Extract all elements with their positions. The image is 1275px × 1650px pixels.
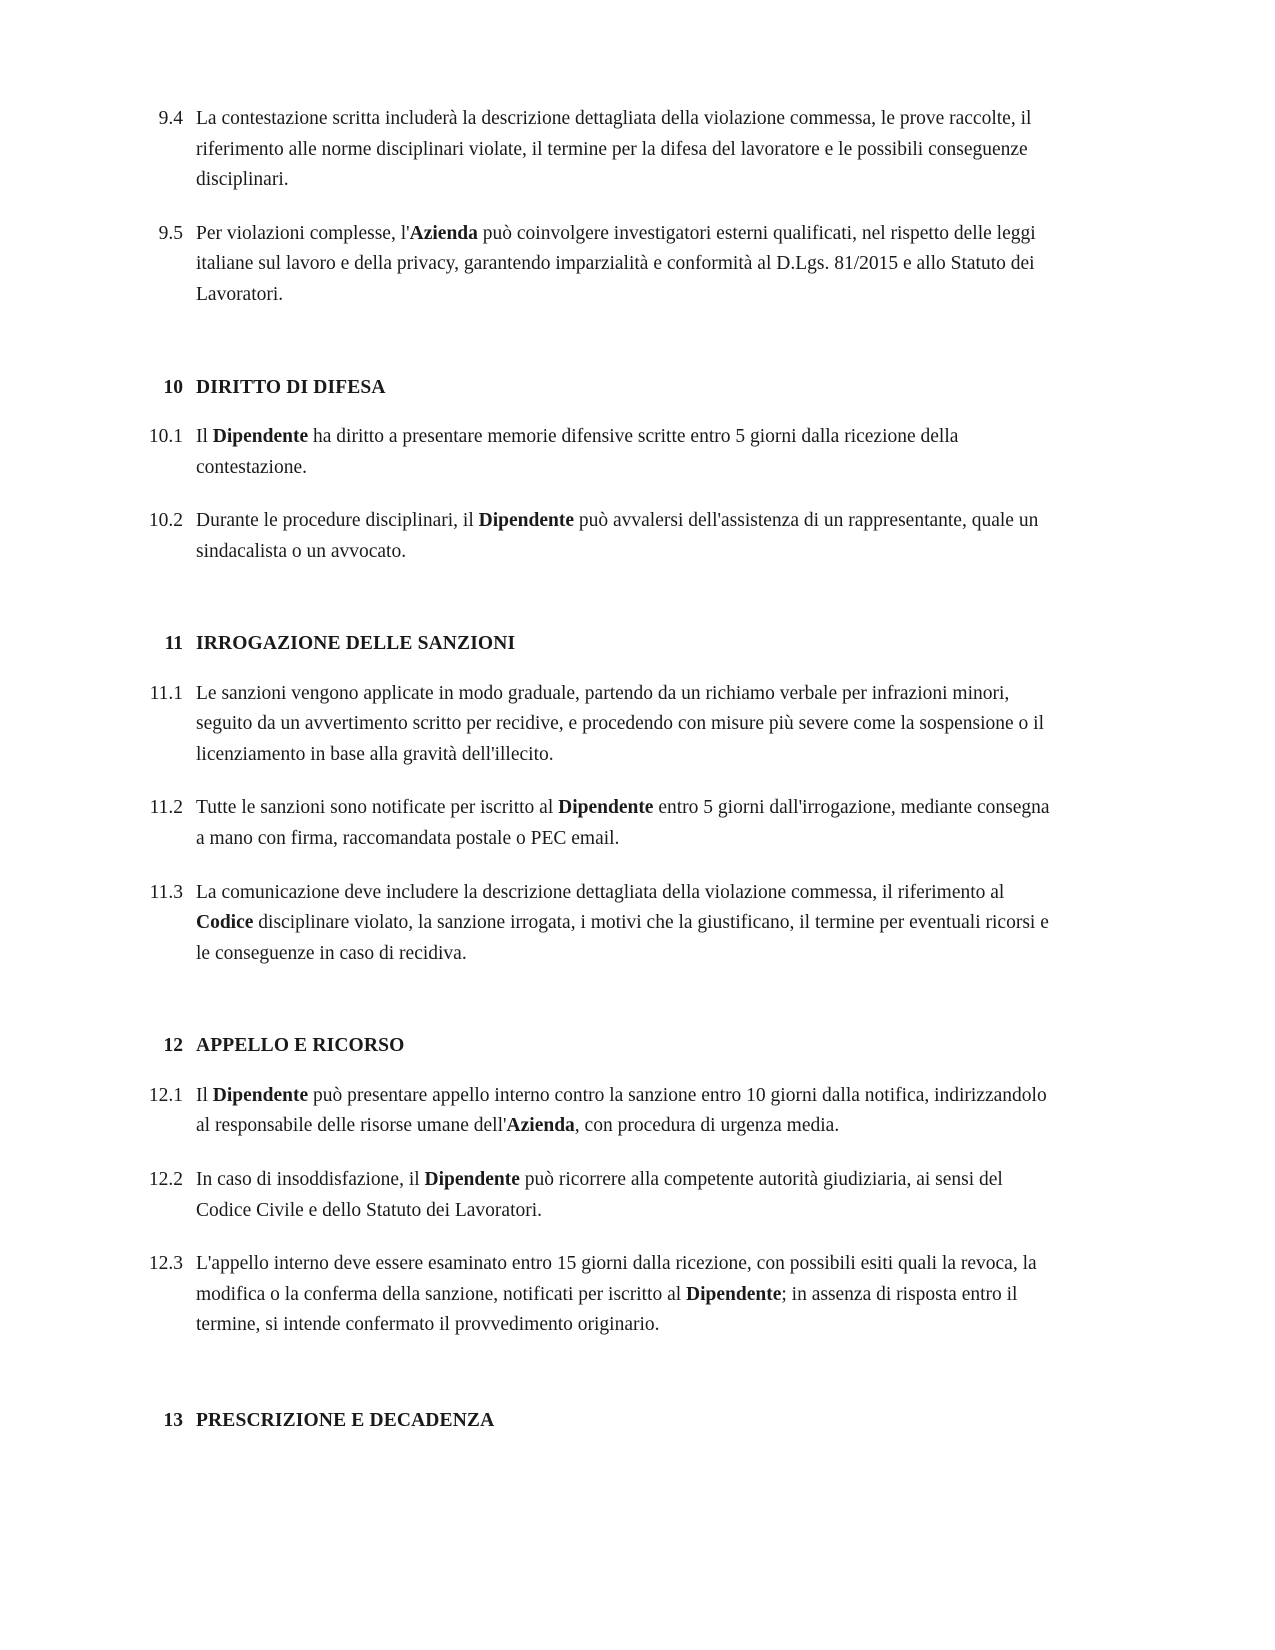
clause-number: 11.1 <box>149 682 183 704</box>
clause-run: Tutte le sanzioni sono notificate per iscritto al <box>196 797 559 819</box>
clause-item <box>133 679 1062 771</box>
clause-item <box>133 793 1062 854</box>
clause-text <box>196 878 1062 970</box>
clause-run: può ricorrere alla competente autorità giudiziaria, ai sensi del Codice Civile e dello Statuto dei Lavoratori. <box>196 1168 1003 1221</box>
clause-run: può presentare appello interno contro la sanzione entro 10 giorni dalla notifica, indirizzandolo al responsabile delle risorse umane dell' <box>196 1084 1047 1137</box>
defined-term: Dipendente <box>212 425 309 447</box>
clause-item <box>133 878 1062 970</box>
clause-number: 12.1 <box>148 1084 183 1106</box>
clause-run: disciplinare violato, la sanzione irrogata, i motivi che la giustificano, il termine per eventuali ricorsi e le conseguenze in caso di recidiva. <box>196 912 1049 964</box>
clause-text <box>196 1249 1062 1341</box>
clause-run: Le sanzioni vengono applicate in modo graduale, partendo da un richiamo verbale per infrazioni minori, seguito da un avvertimento scritto per recidive, e procedendo con misure più severe come la sospensione o il licenziamento in base alla gravità dell'illecito. <box>196 682 1044 765</box>
defined-term: Azienda <box>409 222 478 244</box>
defined-term: Dipendente <box>686 1283 782 1305</box>
section-heading <box>133 1406 1062 1435</box>
clause-text <box>196 422 1062 483</box>
defined-term: Dipendente <box>478 510 574 532</box>
section-title: IRROGAZIONE DELLE SANZIONI <box>196 633 516 655</box>
clause-text <box>196 1165 1062 1226</box>
clause-item <box>133 1081 1062 1142</box>
defined-term: Dipendente <box>424 1168 520 1190</box>
section-heading <box>133 373 1062 402</box>
section-title: PRESCRIZIONE E DECADENZA <box>196 1409 495 1431</box>
defined-term: Dipendente <box>558 797 654 819</box>
clause-run: entro 5 giorni dall'irrogazione, mediante consegna a mano con firma, raccomandata postale o PEC email. <box>196 797 1050 850</box>
clause-number: 10.1 <box>148 425 183 447</box>
clause-number: 10.2 <box>148 510 183 532</box>
clause-run: La contestazione scritta includerà la descrizione dettagliata della violazione commessa, le prove raccolte, il riferimento alle norme disciplinari violate, il termine per la difesa del lavoratore e le possibili conseguenze disciplinari. <box>196 108 1032 191</box>
document-body <box>133 104 1062 1435</box>
section-number: 10 <box>163 376 183 398</box>
section-number: 12 <box>163 1035 183 1057</box>
clause-run: In caso di insoddisfazione, il <box>196 1168 425 1190</box>
section-heading <box>133 1031 1062 1060</box>
clause-item <box>133 1165 1062 1226</box>
clause-number: 12.2 <box>148 1168 183 1190</box>
clause-run: , con procedura di urgenza media. <box>574 1115 840 1137</box>
clause-run: ha diritto a presentare memorie difensive scritte entro 5 giorni dalla ricezione della contestazione. <box>196 425 959 478</box>
section-title: APPELLO E RICORSO <box>196 1035 405 1057</box>
clause-text <box>196 679 1062 771</box>
defined-term: Codice <box>196 912 254 934</box>
clause-text <box>196 506 1062 567</box>
clause-run: può coinvolgere investigatori esterni qualificati, nel rispetto delle leggi italiane sul lavoro e della privacy, garantendo imparzialità e conformità al D.Lgs. 81/2015 e allo Statuto dei Lavoratori. <box>196 222 1036 306</box>
clause-item <box>133 104 1062 196</box>
clause-number: 11.2 <box>149 797 183 819</box>
clause-run: può avvalersi dell'assistenza di un rappresentante, quale un sindacalista o un avvocato. <box>196 510 1039 562</box>
clause-run: Il <box>196 425 213 447</box>
clause-item <box>133 1249 1062 1341</box>
clause-item <box>133 422 1062 483</box>
defined-term: Dipendente <box>212 1084 309 1106</box>
clause-text <box>196 104 1062 196</box>
section-number: 11 <box>164 633 183 655</box>
clause-run: La comunicazione deve includere la descrizione dettagliata della violazione commessa, il riferimento al <box>196 881 1005 903</box>
section-number: 13 <box>163 1409 183 1431</box>
clause-text <box>196 219 1062 311</box>
clause-run: Il <box>196 1084 213 1106</box>
clause-number: 9.4 <box>158 108 183 129</box>
clause-text <box>196 793 1062 854</box>
section-title: DIRITTO DI DIFESA <box>196 376 386 398</box>
clause-number: 11.3 <box>149 881 183 903</box>
clause-run: ; in assenza di risposta entro il termine, si intende confermato il provvedimento originario. <box>196 1283 1018 1336</box>
clause-number: 9.5 <box>158 222 183 244</box>
clause-run: Durante le procedure disciplinari, il <box>196 510 479 532</box>
clause-item <box>133 219 1062 311</box>
defined-term: Azienda <box>506 1115 575 1137</box>
clause-text <box>196 1081 1062 1142</box>
clause-item <box>133 506 1062 567</box>
clause-run: Per violazioni complesse, l' <box>196 222 410 244</box>
clause-number: 12.3 <box>148 1253 183 1275</box>
clause-run: L'appello interno deve essere esaminato entro 15 giorni dalla ricezione, con possibili esiti quali la revoca, la modifica o la conferma della sanzione, notificati per iscritto al <box>196 1253 1037 1305</box>
section-heading <box>133 629 1062 658</box>
